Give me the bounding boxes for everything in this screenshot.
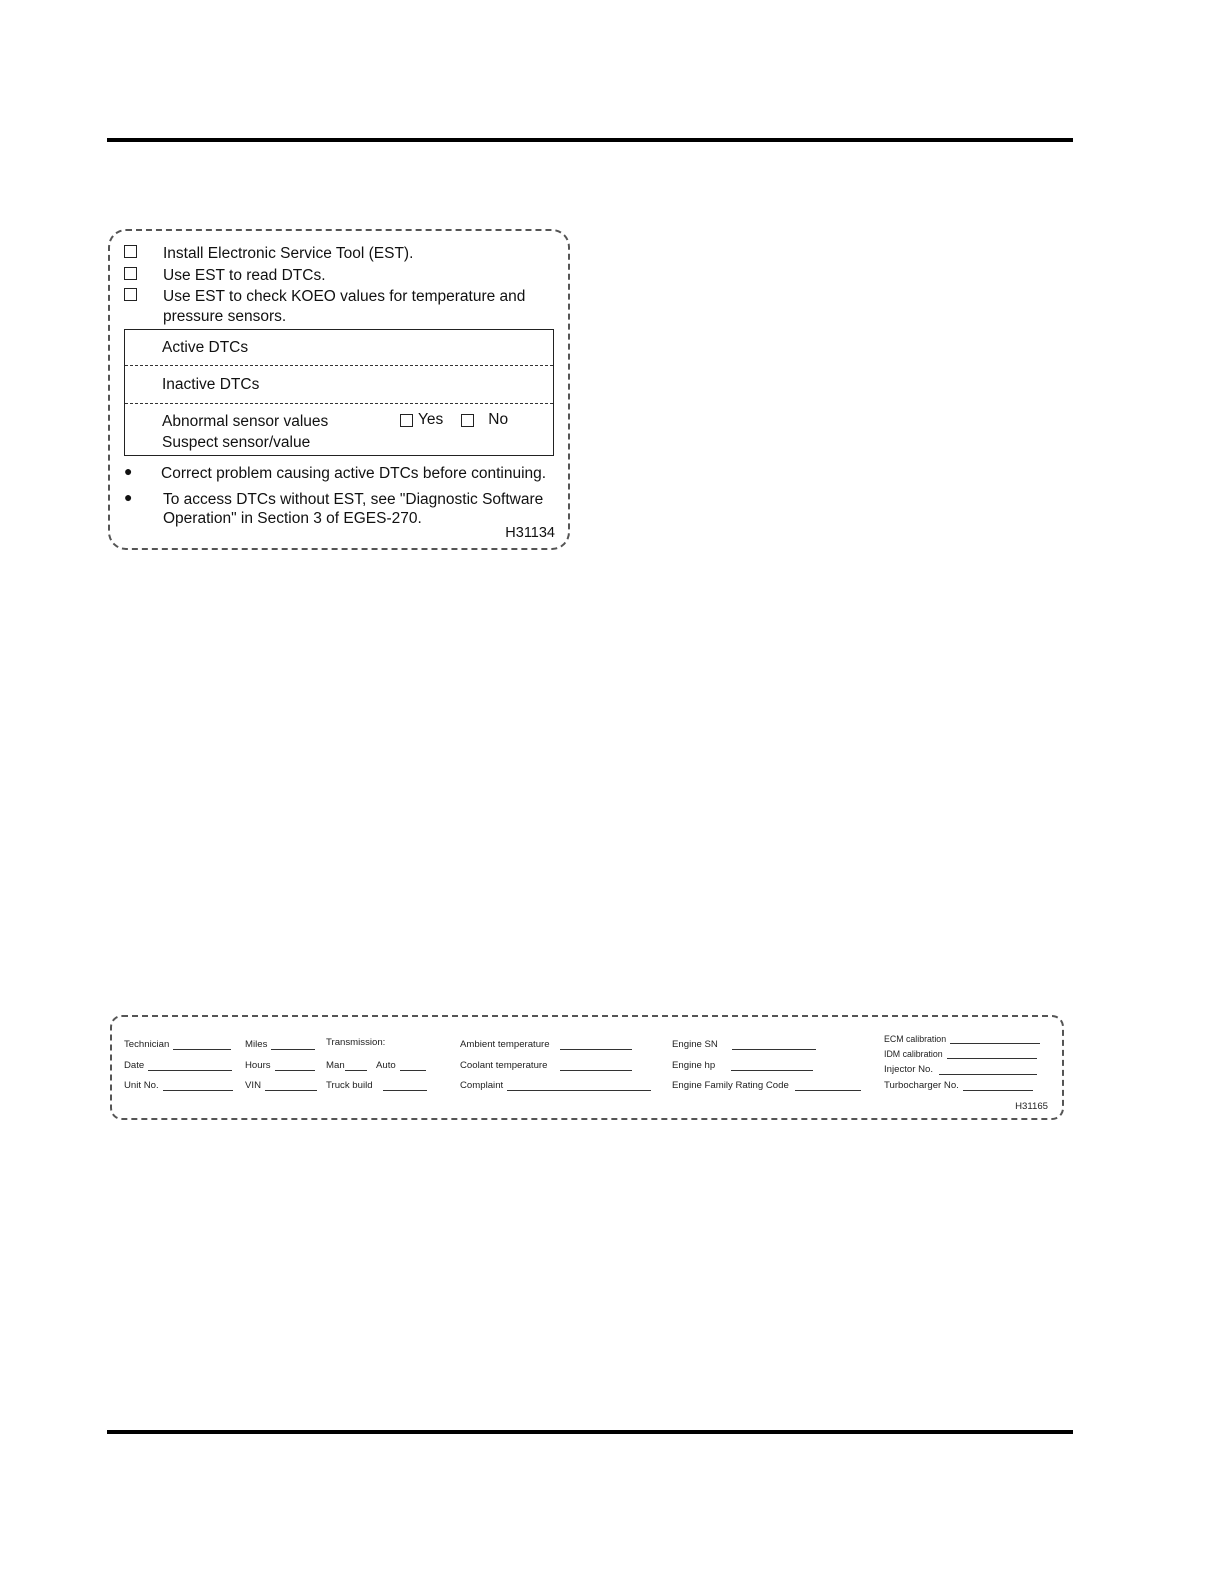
active-dtcs-label: Active DTCs [162,339,249,356]
footer-rule [107,1430,1073,1434]
checklist-text: Use EST to check KOEO values for temperature and [163,288,526,305]
field-label: Engine Family Rating Code [672,1080,789,1091]
truck-build-field[interactable] [326,1080,427,1091]
technician-field[interactable] [124,1039,231,1050]
field-label: Truck build [326,1080,373,1091]
vin-field[interactable] [245,1080,317,1091]
header-rule [107,138,1073,142]
abnormal-sensor-label: Abnormal sensor values [162,413,329,430]
complaint-field[interactable] [460,1080,651,1091]
field-label: VIN [245,1080,261,1091]
suspect-sensor-label: Suspect sensor/value [162,434,311,451]
no-checkbox[interactable] [461,414,474,427]
yes-checkbox[interactable] [400,414,413,427]
active-dtcs-row [125,330,553,366]
engine-sn-field[interactable] [672,1039,816,1050]
unit-no-field[interactable] [124,1080,233,1091]
miles-field[interactable] [245,1039,315,1050]
no-label: No [488,411,509,428]
checkbox-icon[interactable] [124,245,137,258]
hours-field[interactable] [245,1060,315,1071]
field-label: Date [124,1060,145,1071]
bullet-icon: ● [124,463,133,479]
field-label: Injector No. [884,1064,934,1075]
field-label: Hours [245,1060,271,1071]
transmission-auto-field[interactable] [376,1060,426,1071]
figure-code: H31134 [505,525,555,541]
inactive-dtcs-label: Inactive DTCs [162,376,260,393]
turbocharger-no-field[interactable] [884,1080,1033,1091]
vehicle-info-strip [110,1015,1064,1120]
engine-family-rating-code-field[interactable] [672,1080,861,1091]
bullet-icon: ● [124,489,133,505]
inactive-dtcs-row [125,366,553,404]
figure-code: H31165 [1015,1101,1048,1112]
checklist-text: Use EST to read DTCs. [163,267,326,284]
field-label: Ambient temperature [460,1039,550,1050]
field-label: Unit No. [124,1080,159,1091]
checklist-text: Install Electronic Service Tool (EST). [163,245,414,262]
date-field[interactable] [124,1060,232,1071]
transmission-label [326,1037,385,1048]
coolant-temperature-field[interactable] [460,1060,632,1071]
dtc-table [124,329,554,456]
checklist-text-continued: pressure sensors. [163,308,287,325]
checklist-item-install-est [124,244,414,262]
engine-hp-field[interactable] [672,1060,813,1071]
yes-label: Yes [418,411,444,428]
note-text: To access DTCs without EST, see "Diagnostic Software [163,491,544,508]
field-label: IDM calibration [884,1049,943,1059]
field-label: ECM calibration [884,1034,947,1044]
field-label: Coolant temperature [460,1060,548,1071]
transmission-manual-field[interactable] [326,1060,367,1071]
field-label: Engine SN [672,1039,718,1050]
yes-no-options [400,411,508,429]
sensor-values-row [125,404,553,456]
checkbox-icon[interactable] [124,288,137,301]
field-label: Technician [124,1039,170,1050]
diagnostic-checklist-card [108,229,570,550]
field-label: Engine hp [672,1060,716,1071]
injector-no-field[interactable] [884,1064,1037,1075]
note-text: Correct problem causing active DTCs before continuing. [161,465,547,482]
note-text-continued: Operation" in Section 3 of EGES-270. [163,510,422,527]
ecm-calibration-field[interactable] [884,1034,1040,1044]
field-label: Man [326,1060,345,1071]
checkbox-icon[interactable] [124,267,137,280]
field-label: Auto [376,1060,396,1071]
field-label: Miles [245,1039,268,1050]
field-label: Complaint [460,1080,504,1091]
idm-calibration-field[interactable] [884,1049,1037,1059]
field-label: Turbocharger No. [884,1080,959,1091]
field-label: Transmission: [326,1037,386,1048]
checklist-item-read-dtcs [124,266,326,284]
ambient-temperature-field[interactable] [460,1039,632,1050]
checklist-item-koeo-values [124,287,526,325]
